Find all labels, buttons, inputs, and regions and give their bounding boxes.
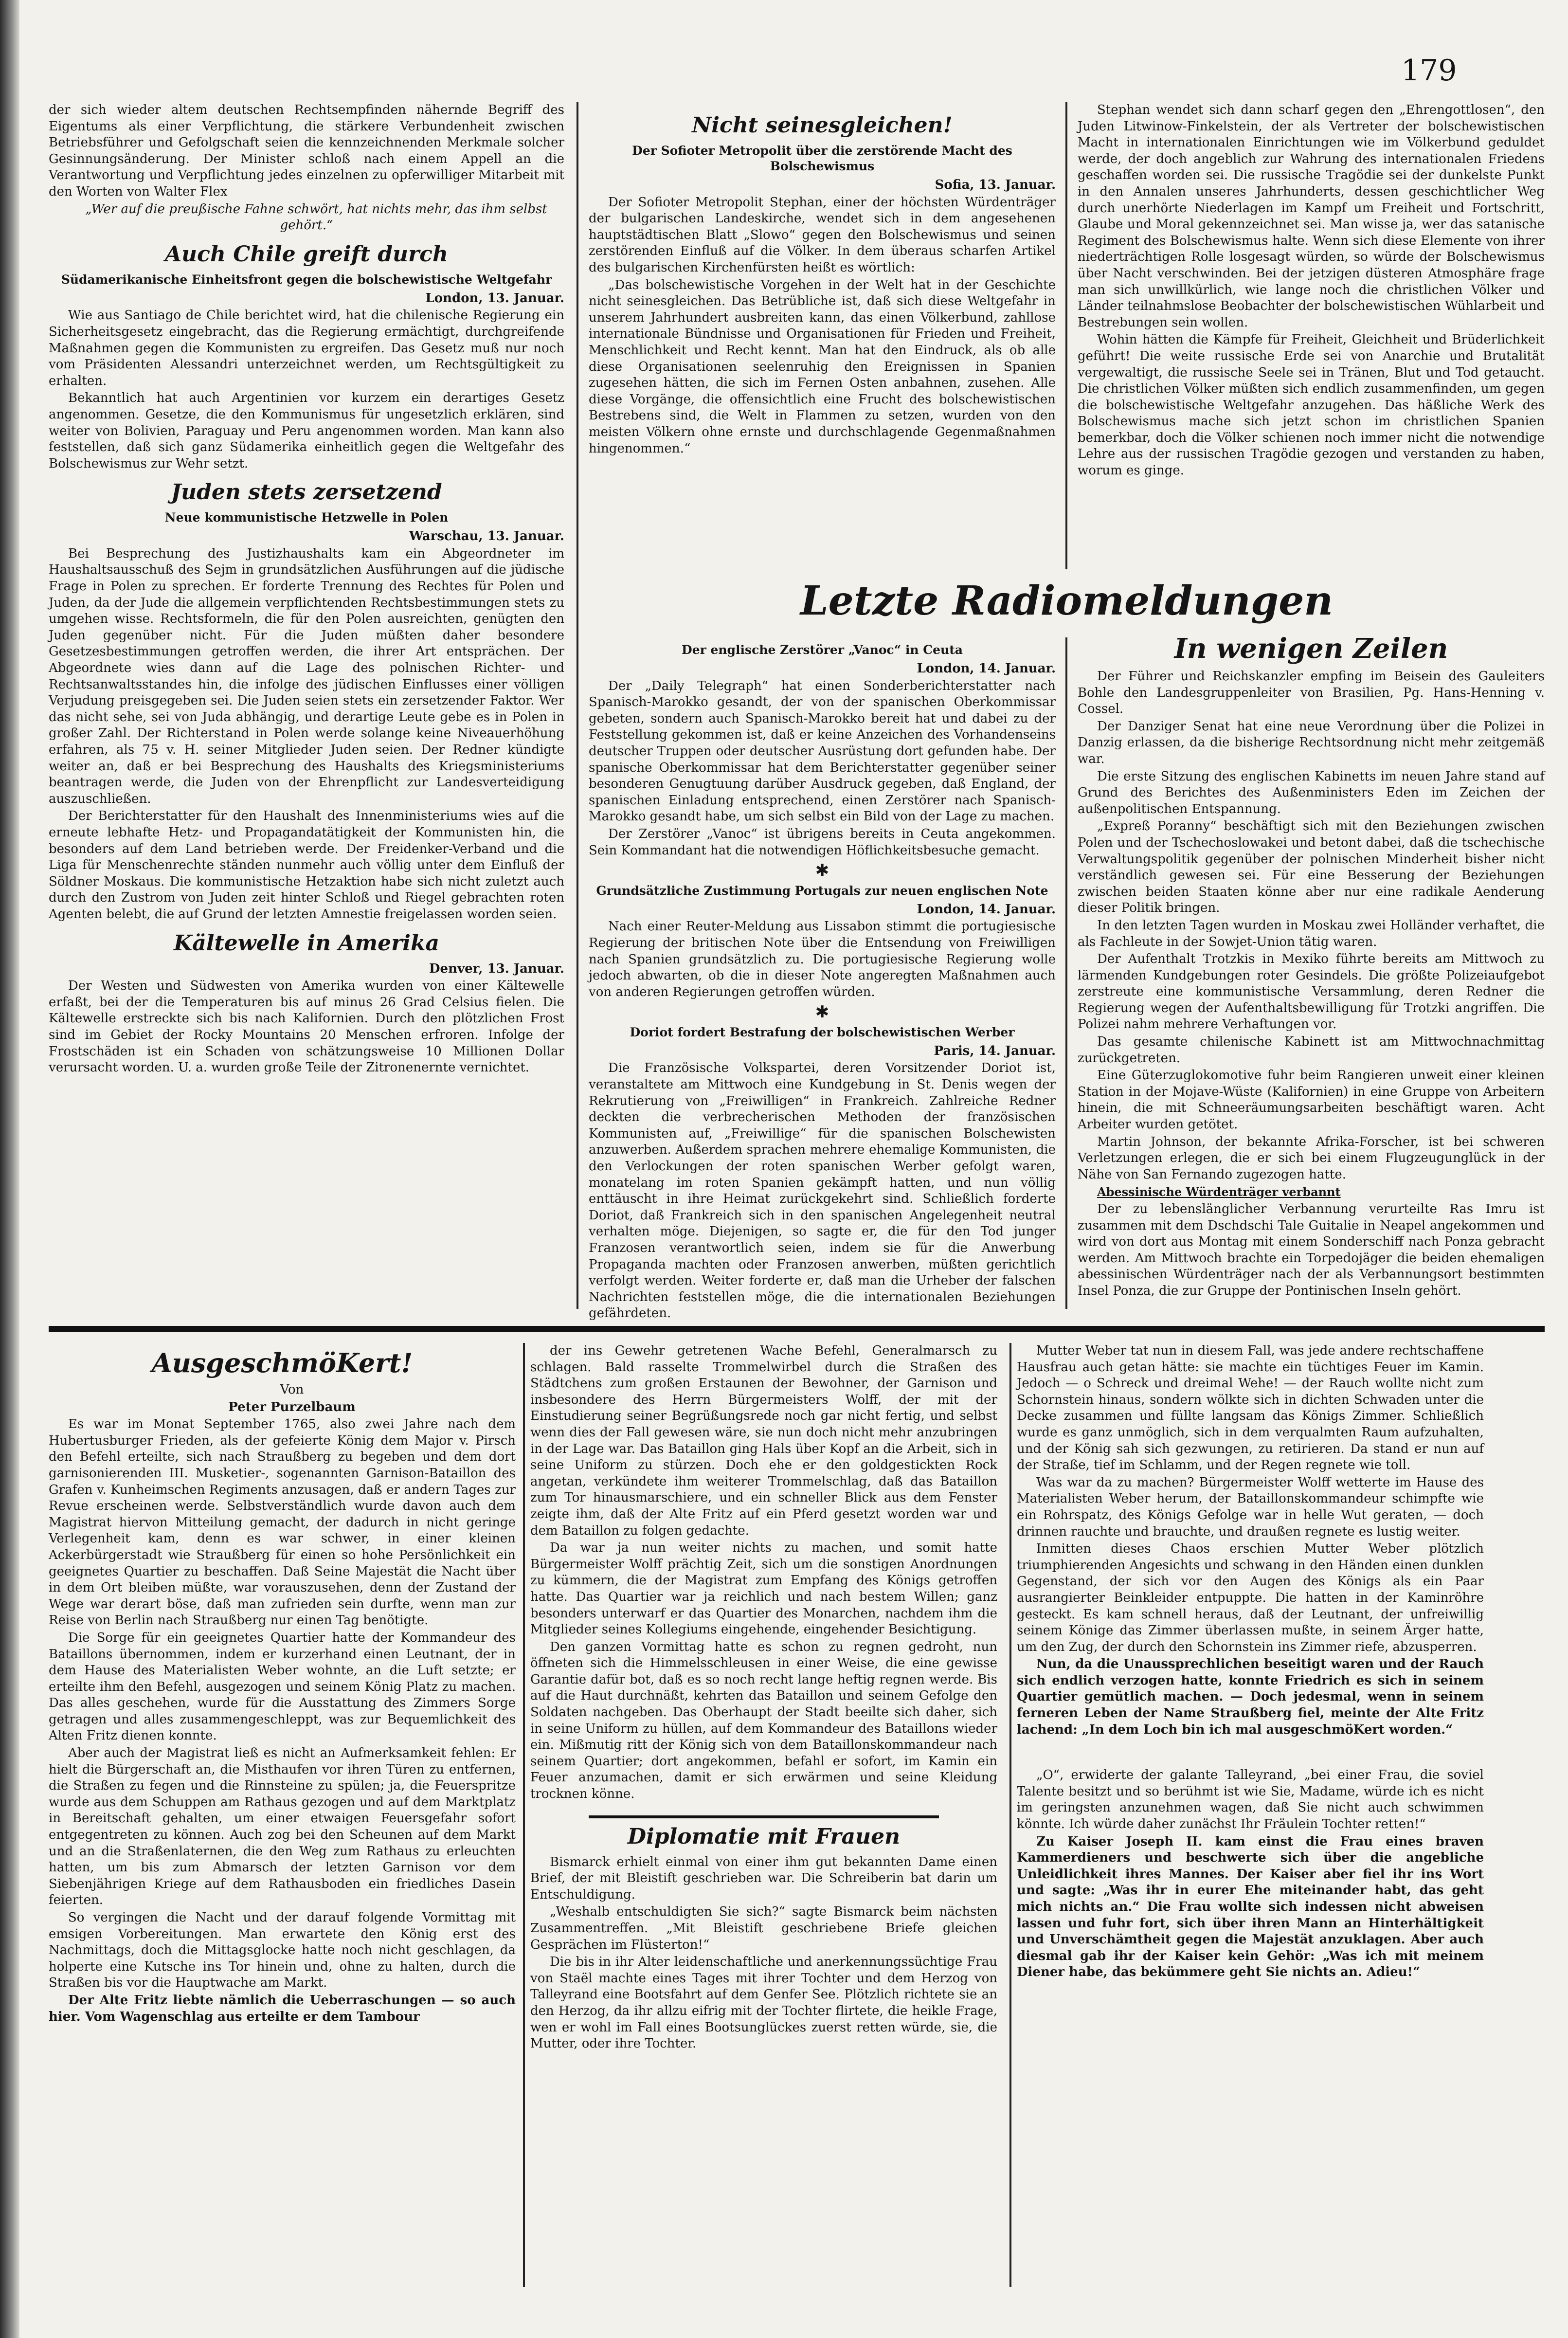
diplo-para-1: Bismarck erhielt einmal von einer ihm gut bekannten Dame einen Brief, der mit Bleistift geschrieben war. Die Schreiberin bat darin um Entschuldigung. (530, 1854, 997, 1902)
diplo-para-2: „Weshalb entschuldigten Sie sich?“ sagte Bismarck beim nächsten Zusammentreffen. „Mit Bleistift geschriebene Briefe gleichen Gesprächen im Flüsterton!“ (530, 1904, 997, 1952)
metropolit-para-1: Der Sofioter Metropolit Stephan, einer der höchsten Würdenträger der bulgarischen Landeskirche, wendet sich in dem angesehenen hauptstädtischen Blatt „Slowo“ gegen den Bolschewismus und seinen zerstörenden Einfluß auf die Völker. In dem überaus scharfen Artikel des bulgarischen Kirchenfürsten heißt es wörtlich: (589, 195, 1056, 275)
kaelte-dateline: Denver, 13. Januar. (429, 961, 564, 976)
column-1 (49, 102, 564, 1309)
kurz-item: Der Aufenthalt Trotzkis in Mexiko führte bereits am Mittwoch zu lärmenden Kundgebungen roter Gesindels. Die größte Polizeiaufgebot zerstreute eine kommunistische Versammlung, deren Redner die Regierung wegen der Aufenthaltsbewilligung für Trotzki angriffen. Die Polizei nahm mehrere Verhaftungen vor. (1078, 952, 1545, 1032)
radio-banner (589, 574, 1545, 633)
kaelte-headline: Kältewelle in Amerika (173, 930, 439, 956)
diplo-para-4: „O“, erwiderte der galante Talleyrand, „bei einer Frau, die soviel Talente besitzt und so berühmt ist wie Sie, Madame, würde ich es nicht im geringsten anzunehmen wagen, daß Sie nicht auch schwimmen könnte. Ich würde daher zunächst Ihr Fräulein Tochter retten!“ (1017, 1768, 1484, 1832)
chile-subheadline: Südamerikanische Einheitsfront gegen die bolschewistische Weltgefahr (61, 272, 552, 287)
kaelte-para-1: Der Westen und Südwesten von Amerika wurden von einer Kältewelle erfaßt, bei der die Temperaturen bis auf minus 26 Grad Celsius fielen. Die Kältewelle erstreckte sich bis nach Kalifornien. Durch den plötzlichen Frost sind im Gebiet der Rocky Mountains 20 Menschen erfroren. Infolge der Frostschäden ist ein Schaden von schätzungsweise 10 Millionen Dollar verursacht worden. U. a. wurden große Teile der Zitronenernte vernichtet. (49, 979, 564, 1075)
diplo-separator (589, 1815, 939, 1818)
juden-dateline: Warschau, 13. Januar. (409, 529, 564, 544)
chile-para-2: Bekanntlich hat auch Argentinien vor kurzem ein derartiges Gesetz angenommen. Gesetze, die den Kommunismus für ungesetzlich erklären, sind weiter von Bolivien, Paraguay und Peru angenommen worden. Man kann also feststellen, daß sich ganz Südamerika einheitlich gegen die Weltgefahr des Bolschewismus zur Wehr setzt. (49, 391, 564, 471)
abess-headline: Abessinische Würdenträger verbannt (1097, 1185, 1341, 1199)
radio-column (589, 642, 1056, 1321)
ceuta-dateline: London, 14. Januar. (917, 661, 1056, 676)
metropolit-para-2: „Das bolschewistische Vorgehen in der Welt hat in der Geschichte nicht seinesgleichen. Das Betrübliche ist, daß sich diese Weltgefahr in unserem Jahrhundert ausbreiten kann, das einen Völkerbund, zahllose internationale Bündnisse und Organisationen für Frieden und Freiheit, Menschlichkeit und Recht kennt. Man hat den Eindruck, als ob alle diese Organisationen seelenruhig den Ereignissen in Spanien zugesehen hätten, die sich im Fernen Osten anbahnen, zusehen. Alle diese Vorgänge, die offensichtlich eine Frucht des bolschewistischen Bestrebens sind, die Welt in Flammen zu setzen, wurden von den meisten Völkern ohne ernste und durchschlagende Gegenmaßnahmen hingenommen.“ (589, 277, 1056, 456)
story-column-1 (49, 1343, 516, 2287)
story-author: Peter Purzelbaum (228, 1399, 356, 1414)
page-number: 179 (1401, 54, 1457, 88)
story-para: Es war im Monat September 1765, also zwei Jahre nach dem Hubertusburger Frieden, als der gefeierte König dem Major v. Pirsch den Befehl erteilte, sich nach Straußberg zu begeben und dem dort garnisonierenden III. Musketier-, sogenannten Garnison-Bataillon des Grafen v. Kunheimschen Regiments anzusagen, daß er andern Tages zur Revue erscheinen werde. Selbstverständlich wurde davon auch dem Magistrat hiervon Mitteilung gemacht, der dadurch in nicht geringe Verlegenheit kam, denn es war schwer, in einer kleinen Ackerbürgerstadt wie Straußberg für einen so hohe Persönlichkeit ein geeignetes Quartier zu beschaffen. Daß Seine Majestät die Nacht über in dem Ort bleiben müßte, war vorauszusehen, denn der Zustand der Wege war derart böse, daß man zufrieden sein durfte, wenn man zur Reise von Berlin nach Straußberg nur einen Tag benötigte. (49, 1417, 516, 1628)
chile-dateline: London, 13. Januar. (425, 290, 564, 306)
juden-para-2: Der Berichterstatter für den Haushalt des Innenministeriums wies auf die erneute lebhafte Hetz- und Propagandatätigkeit der Kommunisten hin, die besonders auf dem Land betrieben werde. Der Freidenker-Verband und die Liga für Menschenrechte ständen nunmehr auch völlig unter dem Einfluß der Söldner Moskaus. Die kommunistische Hetzaktion habe sich nicht zuletzt auch durch den Zustrom von Juden zeit hinter Schloß und Riegel gebrachten roten Agenten belebt, die auf Grund der letzten Amnestie freigelassen worden seien. (49, 809, 564, 922)
juden-subheadline: Neue kommunistische Hetzwelle in Polen (164, 510, 449, 525)
kurz-item: In den letzten Tagen wurden in Moskau zwei Holländer verhaftet, die als Fachleute in der Sowjet-Union tätig waren. (1078, 918, 1545, 949)
article-intro: der sich wieder altem deutschen Rechtsempfinden nähernde Begriff des Eigentums als einer Verpflichtung, die stärkere Verbundenheit zwischen Betriebsführer und Gefolgschaft seien die kennzeichnenden Merkmale solcher Gesinnungsänderung. Der Minister schloß nach einem Appell an die Verantwortung und Verpflichtung jedes einzelnen zu opferwilliger Mitarbeit mit den Worten von Walter Flex (49, 103, 564, 199)
story-para: Die Sorge für ein geeignetes Quartier hatte der Kommandeur des Bataillons übernommen, indem er kurzerhand einen Leutnant, der in dem Hause des Materialisten Weber wohnte, an die Luft setzte; er erteilte ihm den Befehl, ausgezogen und seinem König Platz zu machen. Das alles geschehen, wurde für die Ausstattung des Zimmers Sorge getragen und alles zusammengeschleppt, was zur Bequemlichkeit des Alten Fritz dienen konnte. (49, 1630, 516, 1743)
flex-quote: „Wer auf die preußische Fahne schwört, hat nichts mehr, das ihm selbst gehört.“ (85, 201, 547, 233)
story-para: Der Alte Fritz liebte nämlich die Ueberraschungen — so auch hier. Vom Wagenschlag aus erteilte er dem Tambour (49, 1993, 516, 2024)
section-separator (49, 1326, 1545, 1332)
ceuta-subheadline: Der englische Zerstörer „Vanoc“ in Ceuta (682, 643, 963, 657)
ceuta-para-2: Der Zerstörer „Vanoc“ ist übrigens bereits in Ceuta angekommen. Sein Kommandant hat die notwendigen Höflichkeitsbesuche gemacht. (589, 826, 1056, 858)
kurz-item: Der Danziger Senat hat eine neue Verordnung über die Polizei in Danzig erlassen, da die bisherige Rechtsordnung nicht mehr zeitgemäß war. (1078, 719, 1545, 766)
column-3-top (1078, 102, 1545, 569)
story-para: Mutter Weber tat nun in diesem Fall, was jede andere rechtschaffene Hausfrau auch getan hätte: sie machte ein tüchtiges Feuer im Kamin. Jedoch — o Schreck und dreimal Wehe! — der Rauch wollte nicht zum Schornstein hinaus, sondern wölkte sich in dichten Schwaden unter die Decke zusammen und füllte langsam das Königs Zimmer. Schließlich wurde es ganz unmöglich, sich in dem verqualmten Raum aufzuhalten, und der König sah sich gezwungen, zu retirieren. Da stand er nun auf der Straße, tief im Schlamm, und der Regen regnete wie toll. (1017, 1343, 1484, 1473)
portugal-dateline: London, 14. Januar. (917, 902, 1056, 917)
diplo-para-5: Zu Kaiser Joseph II. kam einst die Frau eines braven Kammerdieners und beschwerte sich über die angebliche Unleidlichkeit ihres Mannes. Der Kaiser aber fiel ihr ins Wort und sagte: „Was ihr in eurer Ehe miteinander habt, das geht mich nichts an.“ Die Frau wollte sich indessen nicht abweisen lassen und fuhr fort, sich über ihren Mann an Hinterhältigkeit und Unverschämtheit gegen die Majestät anzuklagen. Aber auch diesmal gab ihr der Kaiser kein Gehör: „Was ich mit meinem Diener habe, das bekümmere geht Sie nichts an. Adieu!“ (1017, 1834, 1484, 1980)
kurz-item: Der Führer und Reichskanzler empfing im Beisein des Gauleiters Bohle den Landesgruppenleiter von Brasilien, Pg. Hans-Henning v. Cossel. (1078, 669, 1545, 717)
column-rule (1065, 102, 1067, 569)
kurz-item: Das gesamte chilenische Kabinett ist am Mittwochnachmittag zurückgetreten. (1078, 1034, 1545, 1066)
kurz-item: Eine Güterzuglokomotive fuhr beim Rangieren unweit einer kleinen Station in der Mojave-Wüste (Kalifornien) in eine Gruppe von Arbeitern hinein, die mit Schneeräumungsarbeiten beschäftigt waren. Acht Arbeiter wurden getötet. (1078, 1068, 1545, 1132)
separator-star-icon: ✱ (815, 861, 829, 881)
diplo-para-3: Die bis in ihr Alter leidenschaftliche und anerkennungssüchtige Frau von Staël machte eines Tages mit ihrer Tochter und dem Herzog von Talleyrand eine Bootsfahrt auf dem Genfer See. Plötzlich richtete sie an den Herzog, da ihr allzu eifrig mit der Tochter flirtete, die heikle Frage, wen er wohl im Fall eines Bootsunglückes zuerst retten würde, sie, die Mutter, oder ihre Tochter. (530, 1955, 997, 2051)
column-rule (1009, 1343, 1011, 2287)
stephan-para-1: Stephan wendet sich dann scharf gegen den „Ehrengottlosen“, den Juden Litwinow-Finkelstein, der als Vertreter der bolschewistischen Macht in internationalen Einrichtungen wie im Völkerbund geduldet werde, der doch angeblich zur Wahrung des internationalen Friedens geschaffen worden sei. Die russische Tragödie sei der dunkelste Punkt in den Annalen unseres Jahrhunderts, dessen geschichtlicher Weg durch unerhörte Niederlagen im Kampf um Freiheit und Fortschritt, Glaube und Moral gekennzeichnet sei. Man wisse ja, wer das satanische Regiment des Bolschewismus halte. Wenn sich diese Elemente von ihrer niederträchtigen Rolle losgesagt würden, so würde der Bolschewismus über Nacht verschwinden. Bei der jetzigen düsteren Atmosphäre frage man sich unwillkürlich, wie lange noch die christlichen Völker und Länder teilnahmslose Beobachter der bolschewistischen Wühlarbeit und Bestrebungen sein wollen. (1078, 103, 1545, 330)
column-rule (577, 102, 578, 1309)
kurz-item: Die erste Sitzung des englischen Kabinetts im neuen Jahre stand auf Grund des Berichtes des Außenministers Eden im Zeichen der außenpolitischen Entspannung. (1078, 769, 1545, 816)
metropolit-headline: Nicht seinesgleichen! (692, 113, 953, 138)
ceuta-para-1: Der „Daily Telegraph“ hat einen Sonderberichterstatter nach Spanisch-Marokko gesandt, der von der spanischen Oberkommissar gebeten, sondern auch Spanisch-Marokko bereit hat und dabei zu der Feststellung gekommen ist, daß er keine Anzeichen des Vorhandenseins deutscher Truppen oder deutscher Ausrüstung dort gefunden habe. Der spanische Oberkommissar hat dem Berichterstatter gegenüber seiner besonderen Genugtuung darüber Ausdruck gegeben, daß England, der spanischen Einladung entsprechend, einen Zerstörer nach Spanisch-Marokko gesandt habe, um sich selbst ein Bild von der Lage zu machen. (589, 678, 1056, 824)
binding-shadow (0, 0, 19, 2338)
story-column-3 (1017, 1343, 1484, 2287)
diplo-headline: Diplomatie mit Frauen (627, 1824, 901, 1849)
separator-star-icon: ✱ (815, 1002, 829, 1022)
chile-headline: Auch Chile greift durch (165, 241, 448, 267)
story-headline: AusgeschmöKert! (151, 1347, 413, 1378)
column-rule (1065, 637, 1067, 1309)
story-para: Den ganzen Vormittag hatte es schon zu regnen gedroht, nun öffneten sich die Himmelsschleusen in einer Weise, die eine gewisse Garantie dafür bot, daß es so noch recht lange heftig regnen werde. Bis auf die Haut durchnäßt, kehrten das Bataillon und seinem Gefolge den Soldaten nachgeben. Das Oberhaupt der Stadt beeilte sich daher, sich in seine Uniform zu hüllen, auf dem Kommandeur des Bataillons wieder ein. Mißmutig ritt der König sich von dem Bataillonskommandeur nach seinem Quartier; dort angekommen, befahl er sofort, im Kamin ein Feuer anzumachen, damit er sich erwärmen und seine Kleidung trocknen könne. (530, 1639, 997, 1802)
kurz-item: „Expreß Poranny“ beschäftigt sich mit den Beziehungen zwischen Polen und der Tschechoslowakei und betont dabei, daß die tschechische Verwaltungspolitik gegenüber der polnischen Minderheit bisher nicht verständlich gewesen sei. Für eine Besserung der Beziehungen zwischen beiden Staaten könne aber nur eine radikale Aenderung dieser Politik bringen. (1078, 819, 1545, 916)
radio-headline: Letzte Radiomeldungen (800, 578, 1333, 624)
doriot-subheadline: Doriot fordert Bestrafung der bolschewistischen Werber (630, 1025, 1015, 1039)
story-para: der ins Gewehr getretenen Wache Befehl, Generalmarsch zu schlagen. Bald rasselte Trommelwirbel durch die Straßen des Städtchens zum großen Erstaunen der Bewohner, der Garnison und insbesondere des Herrn Bürgermeisters Wolff, der mit der Einstudierung seiner Begrüßungsrede noch gar nicht fertig, und selbst wenn dies der Fall gewesen wäre, sie nun doch nicht mehr anzubringen in der Lage war. Das Bataillon ging Hals über Kopf an die Arbeit, sich in seine Uniform zu stürzen. Doch ehe er den goldgestickten Rock angetan, verkündete ihm weiterer Trommelschlag, daß das Bataillon zum Tor hinausmarschiere, und ein schneller Blick aus dem Fenster zeigte ihm, daß der Alte Fritz auf ein Pferd gesetzt worden war und dem Bataillon zu folgen gedachte. (530, 1343, 997, 1538)
kurz-column (1078, 633, 1545, 1309)
portugal-subheadline: Grundsätzliche Zustimmung Portugals zur neuen englischen Note (596, 883, 1048, 898)
story-para: Was war da zu machen? Bürgermeister Wolff wetterte im Hause des Materialisten Weber herum, der Bataillonskommandeur schimpfte wie ein Rohrspatz, des Königs Gefolge war in helle Wut geraten, — doch drinnen rauchte und brauchte, und draußen regnete es lustig weiter. (1017, 1475, 1484, 1539)
chile-para-1: Wie aus Santiago de Chile berichtet wird, hat die chilenische Regierung ein Sicherheitsgesetz eingebracht, das die Regierung ermächtigt, durchgreifende Maßnahmen gegen die Kommunisten zu ergreifen. Das Gesetz muß nur noch vom Präsidenten Alessandri unterzeichnet werden, um Rechtsgültigkeit zu erhalten. (49, 308, 564, 388)
juden-para-1: Bei Besprechung des Justizhaushalts kam ein Abgeordneter im Haushaltsausschuß des Sejm in grundsätzlichen Ausführungen auf die jüdische Frage in Polen zu sprechen. Er forderte Trennung des Rechtes für Polen und Juden, da der Jude die allgemein verpflichtenden Rechtsbestimmungen stets zu umgehen wisse. Rechtsformeln, die für den Polen ausreichten, genügten den Juden gegenüber nicht. Für die Juden müßten daher besondere Gesetzesbestimmungen getroffen werden, die ihrer Art entsprächen. Der Abgeordnete wies dann auf die Lage des polnischen Richter- und Rechtsanwaltsstandes hin, die infolge des jüdischen Einflusses einer völligen Verjudung preisgegeben sei. Die Juden seien stets ein zersetzender Faktor. Wer das nicht sehe, sei von Juda abhängig, und derartige Leute gebe es in Polen in großer Zahl. Der Richterstand in Polen werde solange keine Niveauerhöhung erfahren, als 75 v. H. seiner Mitglieder Juden seien. Der Redner kündigte weiter an, daß er bei Besprechung des Haushalts des Kriegsministeriums beantragen werde, die Juden von der Ehrenpflicht zur Landesverteidigung auszuschließen. (49, 546, 564, 806)
metropolit-subheadline: Der Sofioter Metropolit über die zerstörende Macht des Bolschewismus (632, 144, 1012, 173)
abess-para: Der zu lebenslänglicher Verbannung verurteilte Ras Imru ist zusammen mit dem Dschdschi Tale Guitalie in Neapel angekommen und wird von dort aus Montag mit einem Sonderschiff nach Ponza gebracht werden. Am Mittwoch brachte ein Torpedojäger die beiden ehemaligen abessinischen Würdenträger nach der als Verbannungsort bestimmten Insel Ponza, die zur Gruppe der Pontinischen Inseln gehört. (1078, 1202, 1545, 1298)
metropolit-dateline: Sofia, 13. Januar. (935, 178, 1056, 192)
column-rule (523, 1343, 525, 2287)
story-para: Inmitten dieses Chaos erschien Mutter Weber plötzlich triumphierenden Angesichts und schwang in den Händen einen dunklen Gegenstand, der sich vor den Augen des Königs als ein Paar ausrangierter Beinkleider entpuppte. Die hatten in der Kaminröhre gesteckt. Es kam schnell heraus, daß der Leutnant, der unfreiwillig seinem Könige das Zimmer überlassen mußte, in seinem Ärger hatte, um den Zug, der durch den Schornstein ins Zimmer riefe, abzusperren. (1017, 1541, 1484, 1654)
story-para: So vergingen die Nacht und der darauf folgende Vormittag mit emsigen Vorbereitungen. Man erwartete den König erst des Nachmittags, doch die Mittagsglocke hatte noch nicht geschlagen, da holperte eine Kutsche ins Tor hinein und, ohne zu halten, durch die Straßen bis vor die Hauptwache am Markt. (49, 1910, 516, 1991)
story-para: Da war ja nun weiter nichts zu machen, und somit hatte Bürgermeister Wolff prächtig Zeit, sich um die sonstigen Anordnungen zu kümmern, die der Magistrat zum Empfang des Königs getroffen hatte. Das Quartier war ja reichlich und nach bestem Willen; ganz besonders unterwarf er das Quartier des Monarchen, nachdem ihm die Mitglieder seines Kollegiums eingehende, eingehender Besichtigung. (530, 1541, 997, 1637)
story-von: Von (280, 1382, 304, 1397)
kurz-headline: In wenigen Zeilen (1174, 633, 1448, 665)
story-para: Nun, da die Unaussprechlichen beseitigt waren und der Rauch sich endlich verzogen hatte, konnte Friedrich es sich in seinem Quartier gemütlich machen. — Doch jedesmal, wenn in seinem ferneren Leben der Name Straußberg fiel, meinte der Alte Fritz lachend: „In dem Loch bin ich mal ausgeschmöKert worden.“ (1017, 1657, 1484, 1737)
story-para: Aber auch der Magistrat ließ es nicht an Aufmerksamkeit fehlen: Er hielt die Bürgerschaft an, die Misthaufen vor ihren Türen zu entfernen, die Straßen zu fegen und die Rinnsteine zu spülen; ja, die Feuerspritze wurde aus dem Schuppen am Rathaus gezogen und auf dem Marktplatz in Bereitschaft gehalten, um einer etwaigen Feuersgefahr sofort entgegentreten zu können. Auch zog bei den Scheunen auf dem Markt und an die Straßenlaternen, die den Weg zum Rathaus zu erleuchten hatten, um bis zum Abmarsch der letzten Garnison vor dem Siebenjährigen Kriege auf dem Rathausboden ein friedliches Dasein feierten. (49, 1746, 516, 1908)
doriot-para-1: Die Französische Volkspartei, deren Vorsitzender Doriot ist, veranstaltete am Mittwoch eine Kundgebung in St. Denis wegen der Rekrutierung von „Freiwilligen“ in Frankreich. Zahlreiche Redner deckten die verbrecherischen Methoden der französischen Kommunisten auf, „Freiwillige“ für die spanischen Bolschewisten anzuwerben. Außerdem sprachen mehrere ehemalige Kommunisten, die den Verlockungen der roten spanischen Werber gefolgt waren, monatelang im roten Spanien gekämpft hatten, und nun völlig enttäuscht in ihre Heimat zurückgekehrt sind. Schließlich forderte Doriot, daß Frankreich sich in den spanischen Angelegenheit neutral verhalten möge. Diejenigen, so sagte er, die für den Tod junger Franzosen verantwortlich seien, indem sie für die Anwerbung Propaganda machten oder Franzosen anwerben, müßten gerichtlich verfolgt werden. Weiter forderte er, daß man die Urheber der falschen Nachrichten feststellen möge, die die internationalen Beziehungen gefährdeten. (589, 1061, 1056, 1321)
doriot-dateline: Paris, 14. Januar. (934, 1043, 1056, 1058)
portugal-para-1: Nach einer Reuter-Meldung aus Lissabon stimmt die portugiesische Regierung der britischen Note über die Entsendung von Freiwilligen nach Spanien grundsätzlich zu. Die portugiesische Regierung wolle jedoch abwarten, ob die in dieser Note angeregten Maßnahmen auch von anderen Regierungen getroffen würden. (589, 919, 1056, 999)
story-column-2 (530, 1343, 997, 2287)
stephan-para-2: Wohin hätten die Kämpfe für Freiheit, Gleichheit und Brüderlichkeit geführt! Die weite russische Erde sei von Anarchie und Brutalität vergewaltigt, die russische Seele sei in Tränen, Blut und Tod getaucht. Die christlichen Völker müßten sich endlich zusammenfinden, um gegen die bolschewistische Weltgefahr anzugehen. Das häßliche Werk des Bolschewismus mache sich jetzt schon im christlichen Spanien bemerkbar, doch die Völker schienen noch immer nicht die notwendige Lehre aus der russischen Tragödie gezogen und verstanden zu haben, worum es ginge. (1078, 332, 1545, 478)
column-2-top (589, 102, 1056, 569)
juden-headline: Juden stets zersetzend (171, 480, 442, 505)
kurz-item: Martin Johnson, der bekannte Afrika-Forscher, ist bei schweren Verletzungen erlegen, die er sich bei einem Flugzeugunglück in der Nähe von San Fernando zugezogen hatte. (1078, 1134, 1545, 1182)
